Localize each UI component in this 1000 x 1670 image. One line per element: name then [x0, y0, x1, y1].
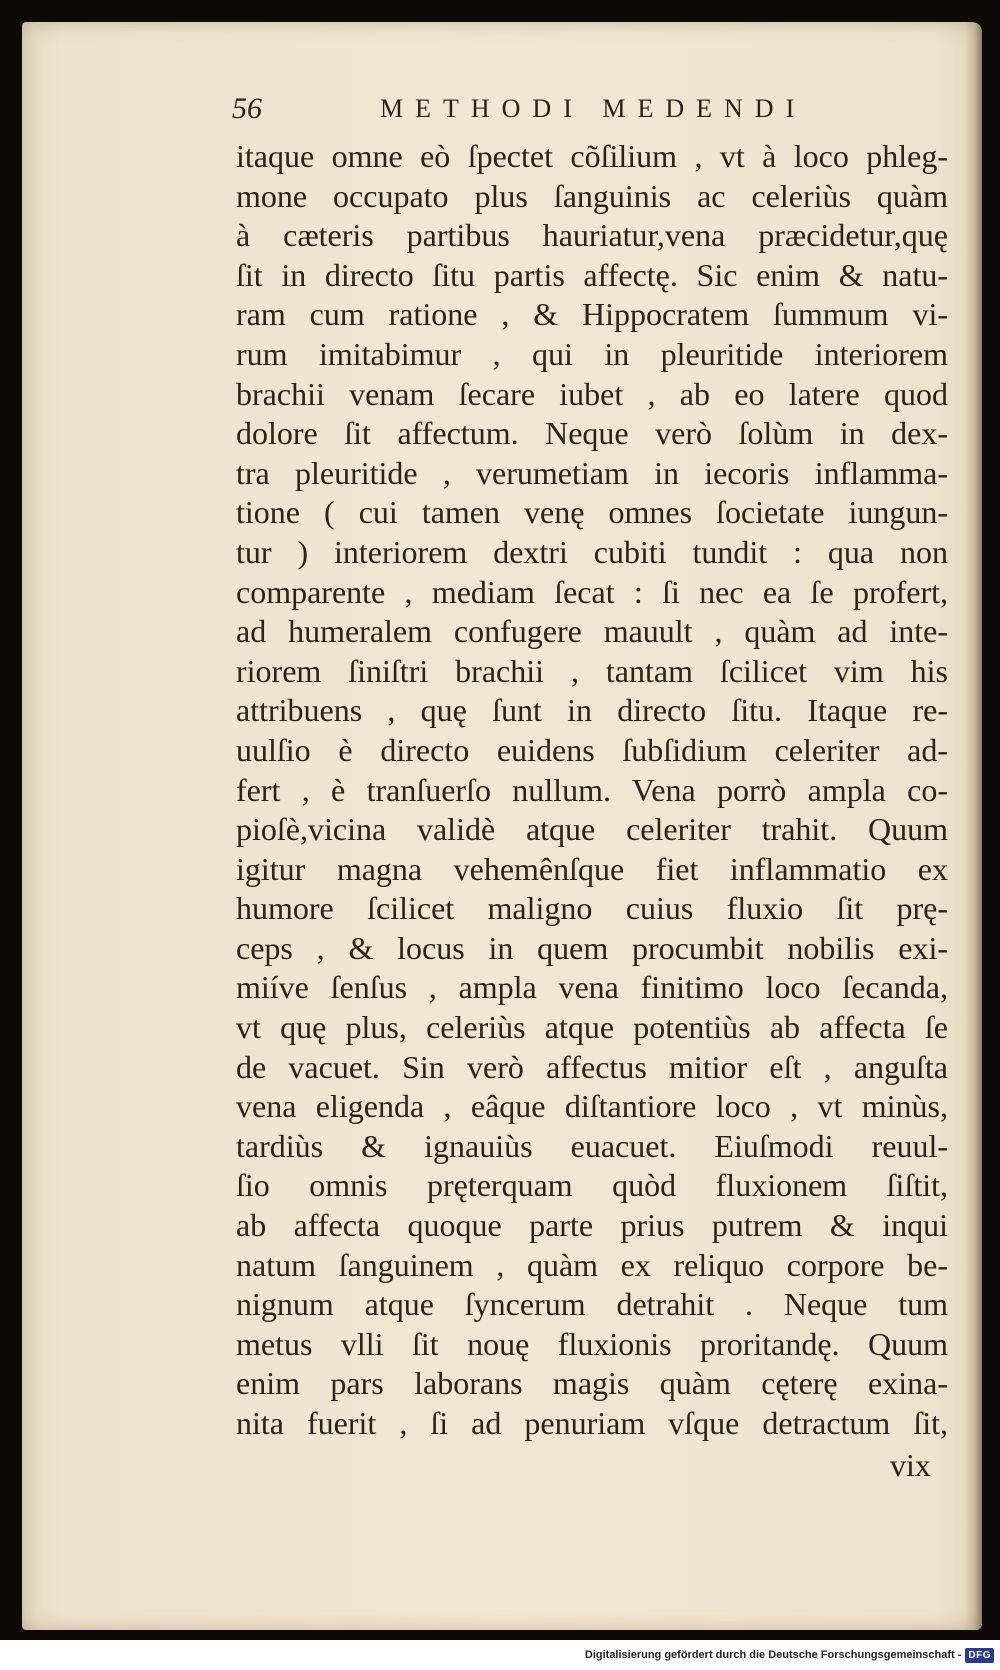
text-line: humore ſcilicet maligno cuius fluxio ſit prę-: [236, 890, 948, 927]
text-line: nignum atque ſyncerum detrahit . Neque tum: [236, 1286, 948, 1323]
text-line: metus vlli ſit nouę fluxionis proritandę. Quum: [236, 1325, 948, 1362]
text-line: fert , è tranſuerſo nullum. Vena porrò ampla co-: [236, 771, 948, 808]
text-line: nita fuerit , ſi ad penuriam vſque detractum ſit,: [236, 1405, 948, 1441]
running-head: [232, 92, 852, 132]
text-line: brachii venam ſecare iubet , ab eo latere quod: [236, 375, 948, 412]
text-line: ab affecta quoque parte prius putrem & inqui: [236, 1207, 948, 1244]
running-title: METHODI MEDENDI: [380, 94, 807, 123]
text-line: rum imitabimur , qui in pleuritide interiorem: [236, 335, 948, 372]
credit-text: Digitalisierung gefördert durch die Deutsche Forschungsgemeinschaft -: [584, 1649, 962, 1661]
text-line: vena eligenda , eâque diſtantiore loco , vt minùs,: [236, 1088, 948, 1125]
dfg-logo: DFG: [965, 1648, 994, 1663]
text-line: uulſio è directo euidens ſubſidium celeriter ad-: [236, 731, 948, 768]
text-line: vt quę plus, celeriùs atque potentiùs ab affecta ſe: [236, 1009, 948, 1046]
text-line: riorem ſiniſtri brachii , tantam ſcilicet vim his: [236, 652, 948, 689]
text-line: natum ſanguinem , quàm ex reliquo corpore be-: [236, 1246, 948, 1283]
text-line: igitur magna vehemênſque fiet inflammatio ex: [236, 850, 948, 887]
text-line: ad humeralem confugere mauult , quàm ad inte-: [236, 613, 948, 650]
text-line: ram cum ratione , & Hippocratem ſummum vi-: [236, 296, 948, 333]
digitization-credit: [585, 1644, 994, 1666]
text-line: miíve ſenſus , ampla vena finitimo loco ſecanda,: [236, 969, 948, 1006]
text-line: ſio omnis pręterquam quòd fluxionem ſiſtit,: [236, 1167, 948, 1204]
text-line: mone occupato plus ſanguinis ac celeriùs quàm: [236, 177, 948, 214]
text-line: comparente , mediam ſecat : ſi nec ea ſe profert,: [236, 573, 948, 610]
text-line: tardiùs & ignauiùs euacuet. Eiuſmodi reuul-: [236, 1127, 948, 1164]
text-line: ceps , & locus in quem procumbit nobilis exi-: [236, 929, 948, 966]
text-line: itaque omne eò ſpectet cõſilium , vt à loco phleg-: [236, 138, 948, 174]
text-line: à cæteris partibus hauriatur,vena præcidetur,quę: [236, 217, 948, 254]
text-line: tra pleuritide , verumetiam in iecoris inflamma-: [236, 454, 948, 491]
text-line: tur ) interiorem dextri cubiti tundit : qua non: [236, 533, 948, 570]
text-line: tione ( cui tamen venę omnes ſocietate iungun-: [236, 494, 948, 531]
text-line: pioſè,vicina validè atque celeriter trahit. Quum: [236, 811, 948, 848]
text-line: dolore ſit affectum. Neque verò ſolùm in dex-: [236, 415, 948, 452]
catchword: vix: [890, 1447, 931, 1483]
text-line: de vacuet. Sin verò affectus mitior eſt , anguſta: [236, 1048, 948, 1085]
body-text: [236, 137, 948, 1444]
page-number: 56: [232, 92, 262, 125]
text-line: attribuens , quę ſunt in directo ſitu. Itaque re-: [236, 692, 948, 729]
text-line: ſit in directo ſitu partis affectę. Sic enim & natu-: [236, 256, 948, 293]
text-line: enim pars laborans magis quàm cęterę exina-: [236, 1365, 948, 1402]
page-edge-shadow: [964, 22, 982, 1630]
